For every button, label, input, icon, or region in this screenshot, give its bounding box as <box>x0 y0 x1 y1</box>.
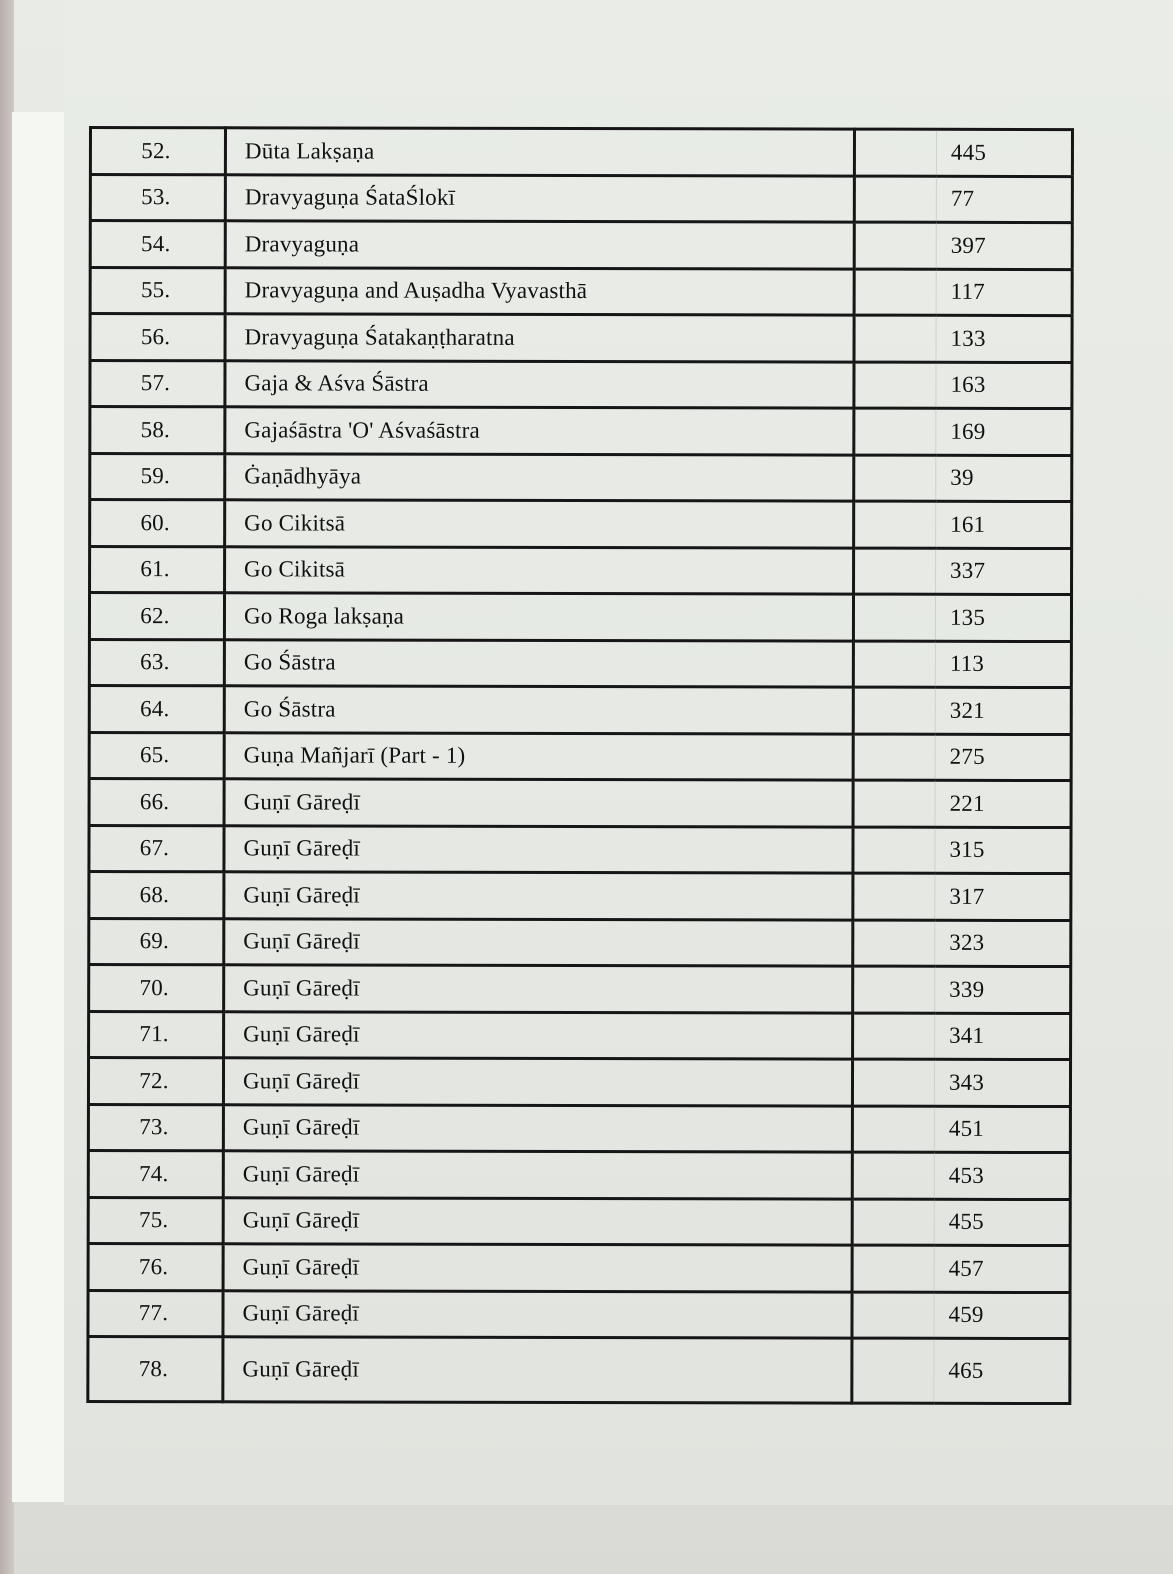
table-row <box>88 1058 1070 1107</box>
row-blank-cell <box>853 734 935 781</box>
row-page-number: 323 <box>935 920 1071 967</box>
table-row <box>89 1011 1071 1060</box>
row-blank-cell <box>854 501 936 548</box>
row-number: 52. <box>90 128 225 175</box>
row-title: Go Cikitsā <box>225 546 854 594</box>
row-page-number: 169 <box>936 408 1072 455</box>
row-title: Go Cikitsā <box>225 500 854 548</box>
table-row <box>89 825 1071 874</box>
row-title: Dravyaguṇa <box>225 221 854 269</box>
row-page-number: 339 <box>935 966 1071 1013</box>
row-blank-cell <box>853 641 935 688</box>
row-title: Guṇī Gāreḍī <box>223 1104 852 1152</box>
row-title: Dūta Lakṣaṇa <box>225 128 854 176</box>
row-number: 75. <box>88 1197 223 1244</box>
row-number: 73. <box>88 1104 223 1151</box>
row-number: 53. <box>90 174 225 221</box>
row-blank-cell <box>853 687 935 734</box>
row-title: Guṇī Gāreḍī <box>223 1197 852 1245</box>
row-number: 62. <box>89 593 224 640</box>
row-number: 70. <box>89 965 224 1012</box>
row-title: Guṇī Gāreḍī <box>223 1151 852 1199</box>
row-title: Guṇī Gāreḍī <box>223 1244 852 1292</box>
table-row <box>88 1197 1070 1246</box>
row-number: 67. <box>89 825 224 872</box>
row-blank-cell <box>853 1013 935 1060</box>
row-number: 54. <box>90 221 225 268</box>
row-page-number: 275 <box>935 734 1071 781</box>
row-number: 66. <box>89 779 224 826</box>
table-row <box>89 639 1071 688</box>
table-row <box>88 1337 1070 1404</box>
row-page-number: 459 <box>934 1292 1070 1339</box>
row-title: Dravyaguṇa ŚataŚlokī <box>225 174 854 222</box>
row-number: 55. <box>90 267 225 314</box>
row-blank-cell <box>854 408 936 455</box>
row-number: 57. <box>90 360 225 407</box>
row-page-number: 343 <box>934 1059 1070 1106</box>
row-blank-cell <box>854 455 936 502</box>
row-title: Go Śāstra <box>224 686 853 734</box>
row-blank-cell <box>853 827 935 874</box>
row-title: Guṇī Gāreḍī <box>224 1011 853 1059</box>
row-number: 72. <box>88 1058 223 1105</box>
row-number: 71. <box>89 1011 224 1058</box>
row-blank-cell <box>854 548 936 595</box>
row-page-number: 135 <box>935 594 1071 641</box>
row-title: Dravyaguṇa and Auṣadha Vyavasthā <box>225 267 854 315</box>
row-blank-cell <box>852 1059 934 1106</box>
row-page-number: 133 <box>936 315 1072 362</box>
table-row <box>90 546 1072 595</box>
row-blank-cell <box>853 594 935 641</box>
row-page-number: 397 <box>936 222 1072 269</box>
table-row <box>90 174 1072 223</box>
table-row <box>88 1151 1070 1200</box>
table-row <box>89 965 1071 1014</box>
row-blank-cell <box>853 920 935 967</box>
row-page-number: 341 <box>935 1013 1071 1060</box>
table-row <box>88 1244 1070 1293</box>
row-page-number: 317 <box>935 873 1071 920</box>
row-title: Guṇa Mañjarī (Part - 1) <box>224 732 853 780</box>
row-number: 77. <box>88 1290 223 1337</box>
row-page-number: 161 <box>936 501 1072 548</box>
row-title: Guṇī Gāreḍī <box>224 779 853 827</box>
row-page-number: 163 <box>936 362 1072 409</box>
row-blank-cell <box>854 315 936 362</box>
row-blank-cell <box>852 1152 934 1199</box>
row-number: 56. <box>90 314 225 361</box>
row-title: Go Roga lakṣaṇa <box>224 593 853 641</box>
table-row <box>89 779 1071 828</box>
table-row <box>90 407 1072 456</box>
row-page-number: 457 <box>934 1245 1070 1292</box>
index-table-body <box>88 128 1073 1404</box>
row-number: 58. <box>90 407 225 454</box>
row-page-number: 117 <box>936 269 1072 316</box>
row-number: 76. <box>88 1244 223 1291</box>
row-title: Ġaṇādhyāya <box>225 453 854 501</box>
table-row <box>90 360 1072 409</box>
row-number: 64. <box>89 686 224 733</box>
row-title: Guṇī Gāreḍī <box>224 965 853 1013</box>
row-page-number: 451 <box>934 1106 1070 1153</box>
row-blank-cell <box>854 362 936 409</box>
row-title: Guṇī Gāreḍī <box>223 1337 852 1403</box>
table-row <box>89 686 1071 735</box>
row-number: 59. <box>90 453 225 500</box>
row-number: 65. <box>89 732 224 779</box>
row-page-number: 453 <box>934 1152 1070 1199</box>
row-title: Gajaśāstra 'O' Aśvaśāstra <box>225 407 854 455</box>
row-blank-cell <box>853 966 935 1013</box>
table-row <box>90 500 1072 549</box>
row-blank-cell <box>853 780 935 827</box>
table-row <box>88 1290 1070 1339</box>
table-row <box>90 221 1072 270</box>
row-title: Guṇī Gāreḍī <box>224 825 853 873</box>
row-number: 60. <box>90 500 225 547</box>
row-blank-cell <box>854 176 936 223</box>
row-page-number: 465 <box>934 1338 1070 1403</box>
row-blank-cell <box>852 1199 934 1246</box>
row-number: 68. <box>89 872 224 919</box>
row-page-number: 455 <box>934 1199 1070 1246</box>
row-blank-cell <box>853 873 935 920</box>
row-title: Guṇī Gāreḍī <box>224 872 853 920</box>
table-row <box>90 128 1072 177</box>
row-number: 61. <box>90 546 225 593</box>
table-row <box>90 314 1072 363</box>
row-title: Guṇī Gāreḍī <box>223 1290 852 1338</box>
row-number: 78. <box>88 1337 223 1402</box>
index-table-container <box>86 126 1044 1405</box>
row-blank-cell <box>852 1245 934 1292</box>
row-page-number: 113 <box>935 641 1071 688</box>
row-number: 63. <box>89 639 224 686</box>
row-number: 69. <box>89 918 224 965</box>
row-blank-cell <box>852 1338 934 1403</box>
paper-margin-strip <box>12 112 64 1502</box>
row-page-number: 445 <box>936 129 1072 176</box>
row-page-number: 77 <box>936 176 1072 223</box>
row-blank-cell <box>854 269 936 316</box>
table-row <box>90 453 1072 502</box>
row-blank-cell <box>852 1106 934 1153</box>
table-row <box>89 593 1071 642</box>
row-page-number: 337 <box>936 548 1072 595</box>
table-row <box>89 732 1071 781</box>
row-blank-cell <box>854 222 936 269</box>
row-title: Guṇī Gāreḍī <box>223 1058 852 1106</box>
row-page-number: 321 <box>935 687 1071 734</box>
row-number: 74. <box>88 1151 223 1198</box>
row-blank-cell <box>852 1292 934 1339</box>
table-row <box>90 267 1072 316</box>
row-title: Dravyaguṇa Śatakaṇṭharatna <box>225 314 854 362</box>
index-table <box>86 126 1074 1405</box>
row-title: Go Śāstra <box>224 639 853 687</box>
row-page-number: 221 <box>935 780 1071 827</box>
row-page-number: 315 <box>935 827 1071 874</box>
table-row <box>88 1104 1070 1153</box>
row-title: Guṇī Gāreḍī <box>224 918 853 966</box>
row-blank-cell <box>854 129 936 176</box>
table-row <box>89 872 1071 921</box>
row-title: Gaja & Aśva Śāstra <box>225 360 854 408</box>
table-row <box>89 918 1071 967</box>
row-page-number: 39 <box>936 455 1072 502</box>
